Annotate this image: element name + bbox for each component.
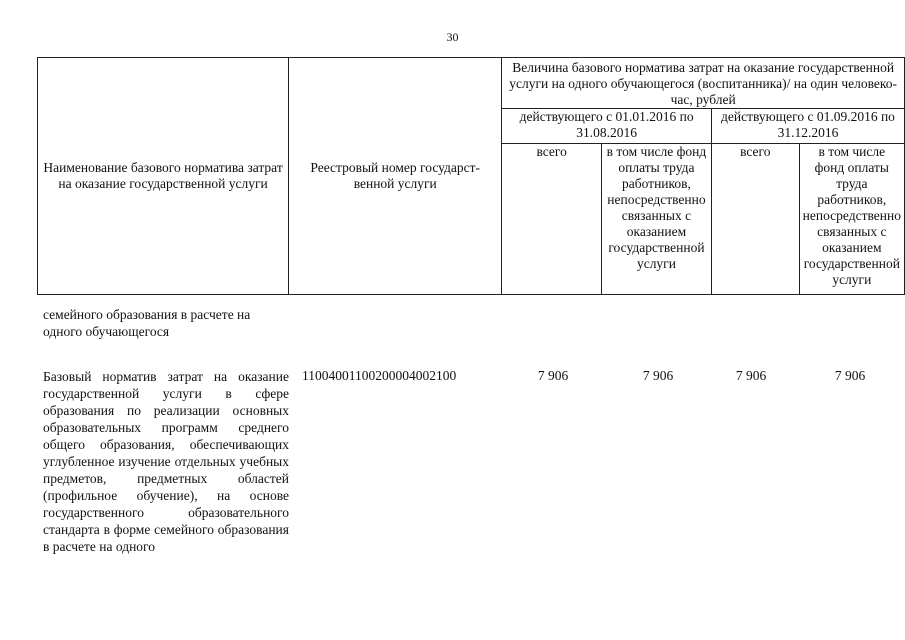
header-period-2: действующего с 01.09.2016 по 31.12.2016: [711, 109, 904, 144]
continuation-text: семейного образования в расчете на одного обучающегося: [43, 307, 251, 339]
row-description: Базовый норматив затрат на оказание государственной услуги в сфере образования по реализации основных образовательных программ среднего общего образования, обеспечивающих углубленное изучение отдельных учебных предметов, предметных областей (профильное обучение), на основе государственного образовательного стандарта в форме семейного образования в расчете на одного: [43, 369, 289, 554]
header-total-2: всего: [711, 144, 799, 295]
header-registry-cell: Реестровый номер государст-венной услуги: [289, 58, 502, 295]
row-registry-number: 11004001100200004002100: [302, 368, 457, 383]
row-value-total-2: 7 906: [735, 368, 767, 383]
page-number: 30: [446, 30, 459, 44]
header-incl-1: в том числе фонд оплаты труда работников, непосредственно связанных с оказанием государственной услуги: [601, 144, 711, 295]
header-name-cell: Наименование базового норматива затрат на оказание государственной услуги: [38, 58, 289, 295]
header-value-group: Величина базового норматива затрат на оказание государственной услуги на одного обучающегося (воспитанника)/ на один человеко-час, рублей: [502, 58, 905, 109]
row-value-total-1: 7 906: [537, 368, 569, 383]
header-period-1: действующего с 01.01.2016 по 31.08.2016: [502, 109, 712, 144]
row-value-incl-1: 7 906: [642, 368, 674, 383]
row-value-incl-2: 7 906: [834, 368, 866, 383]
header-table: [37, 57, 905, 295]
header-total-1: всего: [502, 144, 602, 295]
header-incl-2: в том числе фонд оплаты труда работников, непосредственно связанных с оказанием государственной услуги: [799, 144, 904, 295]
